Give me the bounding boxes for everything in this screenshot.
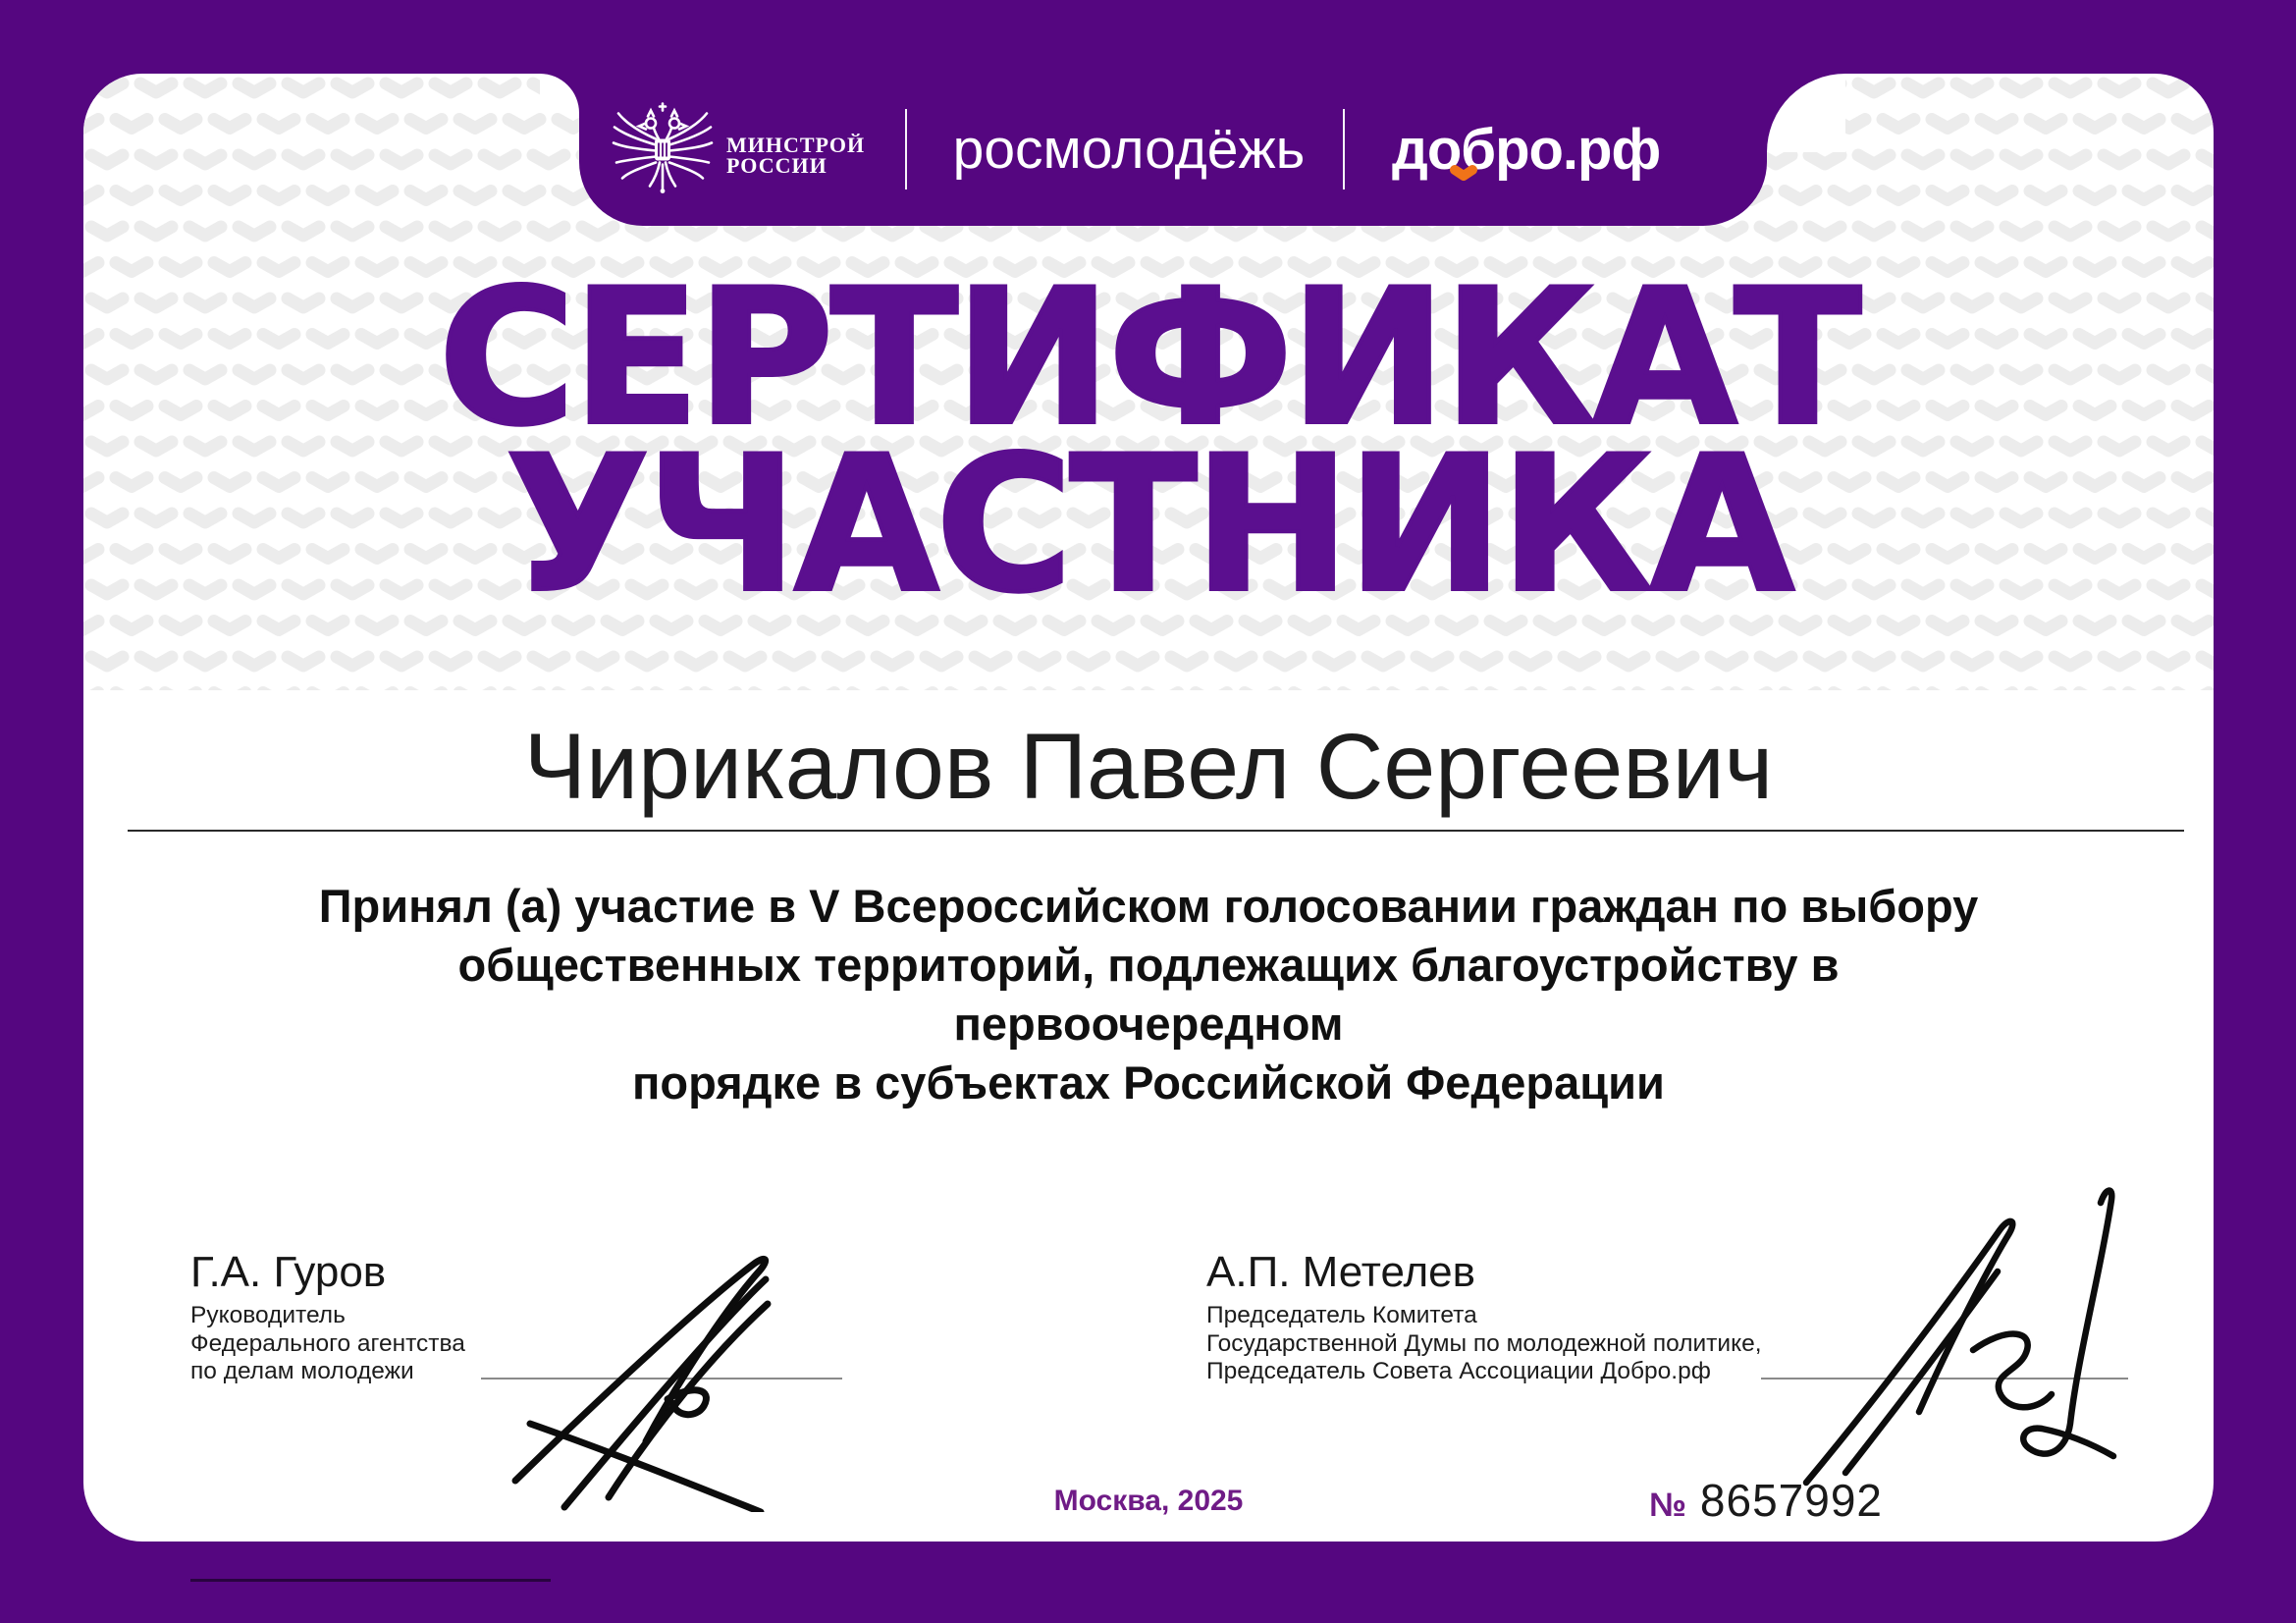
recipient-name: Чирикалов Павел Сергеевич — [523, 715, 1774, 819]
tab-right-fillet — [1767, 74, 1845, 152]
number-sign: № — [1649, 1487, 1686, 1524]
tab-left-fillet — [540, 74, 579, 113]
bottom-border-mark — [190, 1579, 551, 1582]
logo-divider — [1343, 109, 1345, 189]
right-role-line: Председатель Совета Ассоциации Добро.рф — [1206, 1358, 1711, 1384]
body-line: порядке в субъектах Российской Федерации — [632, 1056, 1665, 1109]
left-signature — [471, 1188, 854, 1512]
number-value: 8657992 — [1699, 1475, 1883, 1526]
left-role-line: по делам молодежи — [190, 1358, 414, 1384]
rosmolodezh-logo: росмолодёжь — [952, 118, 1306, 181]
left-role-line: Руководитель — [190, 1302, 346, 1328]
certificate-body — [285, 877, 2012, 1112]
certificate-title — [83, 249, 2214, 633]
certificate-card — [83, 74, 2214, 1542]
left-signer-role — [190, 1302, 465, 1386]
right-signer-name: А.П. Метелев — [1206, 1248, 1475, 1296]
minstroy-label-line1: МИНСТРОЙ — [726, 133, 866, 157]
right-signer-role — [1206, 1302, 1762, 1386]
certificate-number — [1649, 1474, 1883, 1527]
body-line: Принял (а) участие в V Всероссийском голосовании граждан по выбору — [318, 880, 1979, 932]
logo-header-tab — [579, 74, 1767, 226]
dobro-heart-icon — [1449, 164, 1478, 184]
right-role-line: Государственной Думы по молодежной политике, — [1206, 1329, 1762, 1357]
right-role-line: Председатель Комитета — [1206, 1302, 1477, 1328]
minstroy-logo-label — [726, 135, 865, 176]
recipient-name-underline — [128, 830, 2184, 832]
body-line: общественных территорий, подлежащих благоустройству в первоочередном — [457, 939, 1840, 1050]
title-line2: УЧАСТНИКА — [506, 416, 1791, 633]
left-role-line: Федерального агентства — [190, 1329, 465, 1357]
minstroy-label-line2: РОССИИ — [726, 153, 828, 178]
logo-divider — [905, 109, 907, 189]
left-signer-name: Г.А. Гуров — [190, 1248, 387, 1296]
right-signature — [1752, 1149, 2145, 1512]
issue-place-year: Москва, 2025 — [1053, 1485, 1244, 1517]
minstroy-eagle-icon — [609, 99, 717, 197]
title-line1: СЕРТИФИКАТ — [438, 249, 1859, 466]
dobro-rf-logo: добро.рф — [1392, 118, 1661, 182]
